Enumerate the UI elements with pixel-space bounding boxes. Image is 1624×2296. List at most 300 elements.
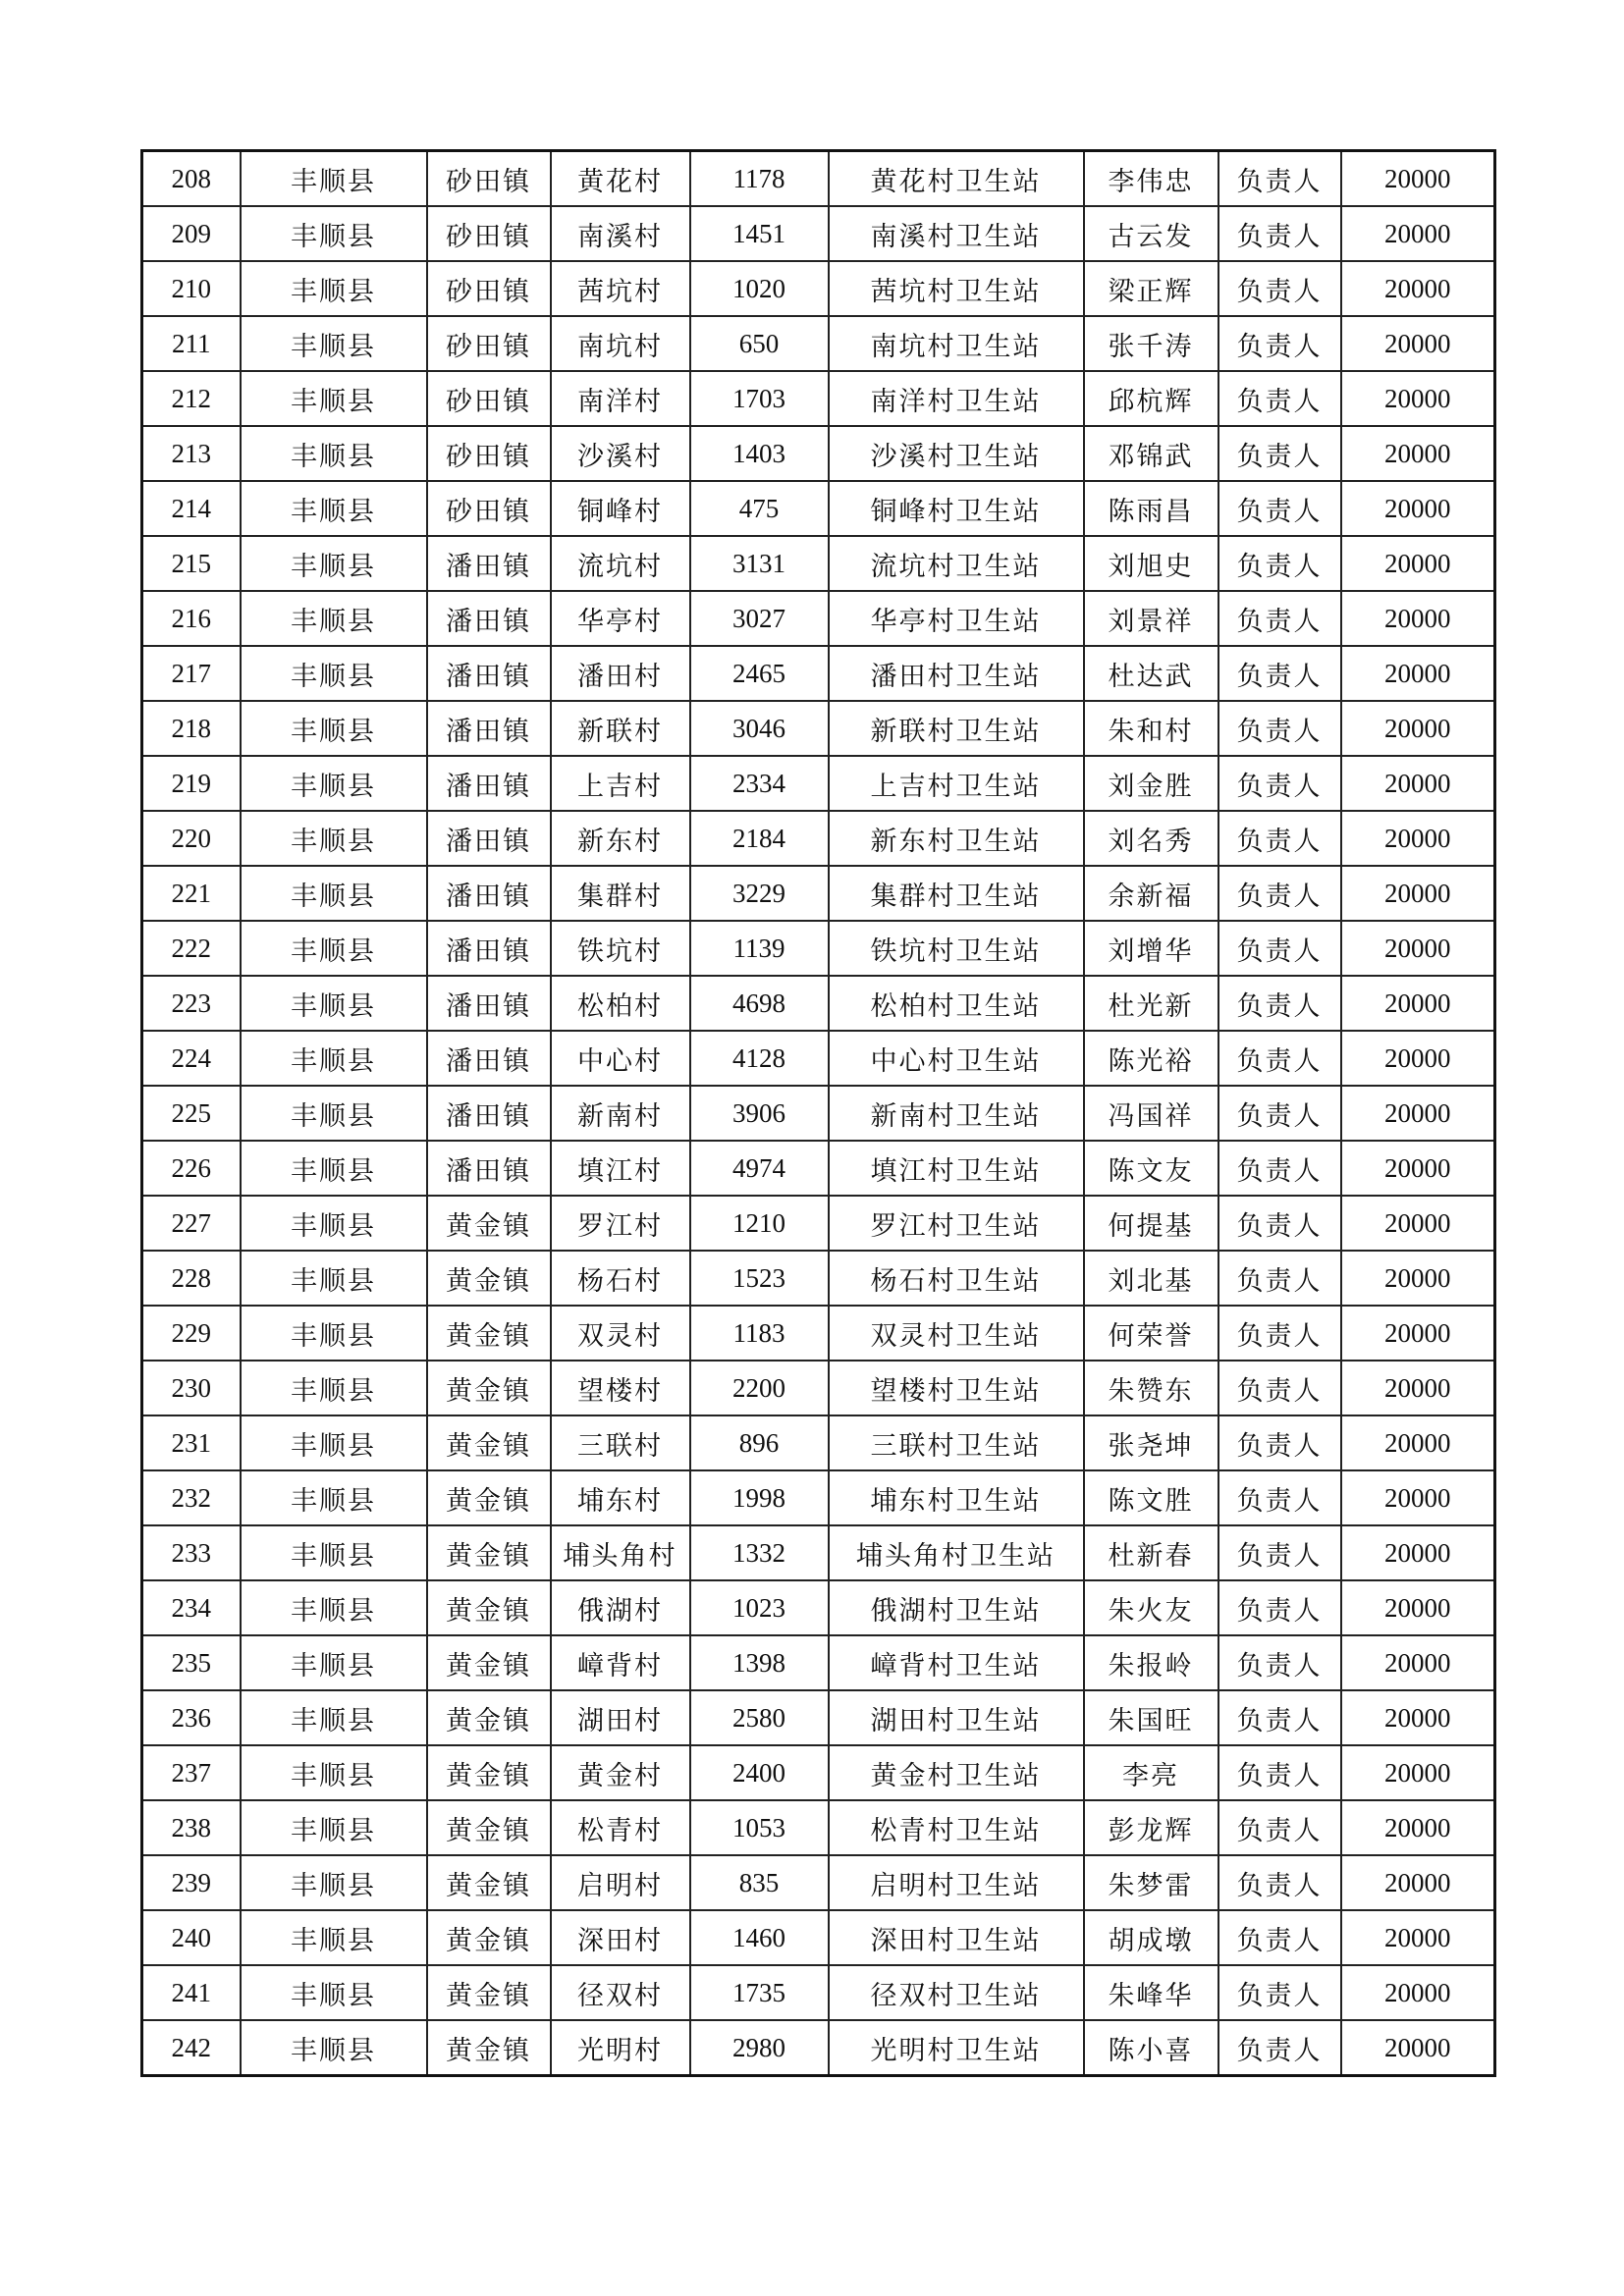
table-row (142, 701, 1495, 756)
amount-cell: 20000 (1341, 921, 1495, 976)
town-cell: 黄金镇 (427, 1306, 551, 1361)
role-cell: 负责人 (1218, 316, 1341, 371)
population-cell: 1332 (690, 1525, 829, 1580)
population-cell: 2980 (690, 2020, 829, 2076)
county-cell: 丰顺县 (241, 1800, 427, 1855)
village-cell: 铁坑村 (551, 921, 690, 976)
town-cell: 砂田镇 (427, 206, 551, 261)
amount-cell: 20000 (1341, 1635, 1495, 1690)
county-cell: 丰顺县 (241, 1525, 427, 1580)
clinic-name-cell: 黄花村卫生站 (829, 151, 1084, 207)
person-name-cell: 朱和村 (1084, 701, 1218, 756)
amount-cell: 20000 (1341, 591, 1495, 646)
county-cell: 丰顺县 (241, 1196, 427, 1251)
town-cell: 黄金镇 (427, 1635, 551, 1690)
town-cell: 黄金镇 (427, 1196, 551, 1251)
person-name-cell: 陈光裕 (1084, 1031, 1218, 1086)
population-cell: 3906 (690, 1086, 829, 1141)
county-cell: 丰顺县 (241, 481, 427, 536)
row-number-cell: 241 (142, 1965, 241, 2020)
amount-cell: 20000 (1341, 151, 1495, 207)
role-cell: 负责人 (1218, 2020, 1341, 2076)
population-cell: 650 (690, 316, 829, 371)
population-cell: 896 (690, 1415, 829, 1470)
amount-cell: 20000 (1341, 371, 1495, 426)
amount-cell: 20000 (1341, 206, 1495, 261)
table-row (142, 1910, 1495, 1965)
person-name-cell: 张千涛 (1084, 316, 1218, 371)
amount-cell: 20000 (1341, 646, 1495, 701)
table-row (142, 426, 1495, 481)
county-cell: 丰顺县 (241, 1470, 427, 1525)
person-name-cell: 杜新春 (1084, 1525, 1218, 1580)
clinic-name-cell: 光明村卫生站 (829, 2020, 1084, 2076)
town-cell: 黄金镇 (427, 1251, 551, 1306)
population-cell: 2184 (690, 811, 829, 866)
population-cell: 1183 (690, 1306, 829, 1361)
town-cell: 砂田镇 (427, 426, 551, 481)
row-number-cell: 222 (142, 921, 241, 976)
person-name-cell: 杜达武 (1084, 646, 1218, 701)
amount-cell: 20000 (1341, 1470, 1495, 1525)
clinic-name-cell: 埔头角村卫生站 (829, 1525, 1084, 1580)
clinic-name-cell: 华亭村卫生站 (829, 591, 1084, 646)
person-name-cell: 朱赞东 (1084, 1361, 1218, 1415)
person-name-cell: 古云发 (1084, 206, 1218, 261)
person-name-cell: 张尧坤 (1084, 1415, 1218, 1470)
table-row (142, 1580, 1495, 1635)
clinic-name-cell: 俄湖村卫生站 (829, 1580, 1084, 1635)
population-cell: 1523 (690, 1251, 829, 1306)
clinic-name-cell: 新联村卫生站 (829, 701, 1084, 756)
row-number-cell: 221 (142, 866, 241, 921)
population-cell: 1460 (690, 1910, 829, 1965)
town-cell: 砂田镇 (427, 371, 551, 426)
village-cell: 铜峰村 (551, 481, 690, 536)
town-cell: 黄金镇 (427, 1470, 551, 1525)
amount-cell: 20000 (1341, 1690, 1495, 1745)
town-cell: 砂田镇 (427, 481, 551, 536)
village-cell: 沙溪村 (551, 426, 690, 481)
village-cell: 流坑村 (551, 536, 690, 591)
population-cell: 1451 (690, 206, 829, 261)
town-cell: 黄金镇 (427, 1580, 551, 1635)
role-cell: 负责人 (1218, 1745, 1341, 1800)
row-number-cell: 223 (142, 976, 241, 1031)
county-cell: 丰顺县 (241, 1635, 427, 1690)
county-cell: 丰顺县 (241, 1910, 427, 1965)
clinic-name-cell: 上吉村卫生站 (829, 756, 1084, 811)
table-row (142, 1361, 1495, 1415)
amount-cell: 20000 (1341, 316, 1495, 371)
role-cell: 负责人 (1218, 426, 1341, 481)
town-cell: 潘田镇 (427, 591, 551, 646)
table-row (142, 2020, 1495, 2076)
role-cell: 负责人 (1218, 1800, 1341, 1855)
person-name-cell: 余新福 (1084, 866, 1218, 921)
town-cell: 潘田镇 (427, 646, 551, 701)
village-cell: 松柏村 (551, 976, 690, 1031)
row-number-cell: 225 (142, 1086, 241, 1141)
person-name-cell: 冯国祥 (1084, 1086, 1218, 1141)
village-cell: 茜坑村 (551, 261, 690, 316)
row-number-cell: 227 (142, 1196, 241, 1251)
role-cell: 负责人 (1218, 1525, 1341, 1580)
row-number-cell: 234 (142, 1580, 241, 1635)
amount-cell: 20000 (1341, 1855, 1495, 1910)
county-cell: 丰顺县 (241, 426, 427, 481)
row-number-cell: 232 (142, 1470, 241, 1525)
population-cell: 1178 (690, 151, 829, 207)
clinic-name-cell: 径双村卫生站 (829, 1965, 1084, 2020)
clinic-name-cell: 埔东村卫生站 (829, 1470, 1084, 1525)
county-cell: 丰顺县 (241, 1086, 427, 1141)
person-name-cell: 朱峰华 (1084, 1965, 1218, 2020)
role-cell: 负责人 (1218, 591, 1341, 646)
row-number-cell: 228 (142, 1251, 241, 1306)
role-cell: 负责人 (1218, 1910, 1341, 1965)
table-row (142, 316, 1495, 371)
row-number-cell: 229 (142, 1306, 241, 1361)
person-name-cell: 刘名秀 (1084, 811, 1218, 866)
village-cell: 深田村 (551, 1910, 690, 1965)
table-row (142, 646, 1495, 701)
village-cell: 新东村 (551, 811, 690, 866)
amount-cell: 20000 (1341, 536, 1495, 591)
town-cell: 黄金镇 (427, 1415, 551, 1470)
population-cell: 1210 (690, 1196, 829, 1251)
population-cell: 2200 (690, 1361, 829, 1415)
town-cell: 黄金镇 (427, 1910, 551, 1965)
table-row (142, 866, 1495, 921)
role-cell: 负责人 (1218, 1086, 1341, 1141)
village-cell: 南坑村 (551, 316, 690, 371)
clinic-name-cell: 沙溪村卫生站 (829, 426, 1084, 481)
table-row (142, 756, 1495, 811)
role-cell: 负责人 (1218, 756, 1341, 811)
population-cell: 2465 (690, 646, 829, 701)
row-number-cell: 239 (142, 1855, 241, 1910)
town-cell: 黄金镇 (427, 1855, 551, 1910)
population-cell: 2334 (690, 756, 829, 811)
person-name-cell: 刘北基 (1084, 1251, 1218, 1306)
amount-cell: 20000 (1341, 1306, 1495, 1361)
clinic-name-cell: 新东村卫生站 (829, 811, 1084, 866)
amount-cell: 20000 (1341, 426, 1495, 481)
amount-cell: 20000 (1341, 2020, 1495, 2076)
village-cell: 松青村 (551, 1800, 690, 1855)
row-number-cell: 217 (142, 646, 241, 701)
role-cell: 负责人 (1218, 1415, 1341, 1470)
population-cell: 475 (690, 481, 829, 536)
person-name-cell: 朱报岭 (1084, 1635, 1218, 1690)
person-name-cell: 刘金胜 (1084, 756, 1218, 811)
person-name-cell: 胡成墩 (1084, 1910, 1218, 1965)
table-row (142, 1855, 1495, 1910)
amount-cell: 20000 (1341, 1580, 1495, 1635)
county-cell: 丰顺县 (241, 1855, 427, 1910)
person-name-cell: 刘增华 (1084, 921, 1218, 976)
clinic-name-cell: 罗江村卫生站 (829, 1196, 1084, 1251)
role-cell: 负责人 (1218, 481, 1341, 536)
village-cell: 黄花村 (551, 151, 690, 207)
clinic-name-cell: 启明村卫生站 (829, 1855, 1084, 1910)
row-number-cell: 236 (142, 1690, 241, 1745)
person-name-cell: 杜光新 (1084, 976, 1218, 1031)
amount-cell: 20000 (1341, 1415, 1495, 1470)
person-name-cell: 彭龙辉 (1084, 1800, 1218, 1855)
town-cell: 黄金镇 (427, 1800, 551, 1855)
county-cell: 丰顺县 (241, 1580, 427, 1635)
document-page (140, 149, 1496, 2077)
clinic-name-cell: 南坑村卫生站 (829, 316, 1084, 371)
table-row (142, 1635, 1495, 1690)
amount-cell: 20000 (1341, 976, 1495, 1031)
table-row (142, 1745, 1495, 1800)
village-cell: 俄湖村 (551, 1580, 690, 1635)
table-row (142, 261, 1495, 316)
table-row (142, 1031, 1495, 1086)
population-cell: 4128 (690, 1031, 829, 1086)
row-number-cell: 219 (142, 756, 241, 811)
village-cell: 集群村 (551, 866, 690, 921)
row-number-cell: 240 (142, 1910, 241, 1965)
row-number-cell: 242 (142, 2020, 241, 2076)
amount-cell: 20000 (1341, 1800, 1495, 1855)
person-name-cell: 朱梦雷 (1084, 1855, 1218, 1910)
role-cell: 负责人 (1218, 1196, 1341, 1251)
role-cell: 负责人 (1218, 1965, 1341, 2020)
table-row (142, 206, 1495, 261)
role-cell: 负责人 (1218, 1361, 1341, 1415)
clinic-name-cell: 南溪村卫生站 (829, 206, 1084, 261)
role-cell: 负责人 (1218, 1690, 1341, 1745)
table-row (142, 371, 1495, 426)
county-cell: 丰顺县 (241, 756, 427, 811)
town-cell: 黄金镇 (427, 1525, 551, 1580)
town-cell: 潘田镇 (427, 866, 551, 921)
role-cell: 负责人 (1218, 646, 1341, 701)
town-cell: 黄金镇 (427, 1965, 551, 2020)
role-cell: 负责人 (1218, 866, 1341, 921)
population-cell: 3229 (690, 866, 829, 921)
amount-cell: 20000 (1341, 1141, 1495, 1196)
table-row (142, 811, 1495, 866)
town-cell: 潘田镇 (427, 536, 551, 591)
population-cell: 1053 (690, 1800, 829, 1855)
table-row (142, 1141, 1495, 1196)
person-name-cell: 李伟忠 (1084, 151, 1218, 207)
county-cell: 丰顺县 (241, 151, 427, 207)
clinic-name-cell: 三联村卫生站 (829, 1415, 1084, 1470)
amount-cell: 20000 (1341, 1031, 1495, 1086)
table-row (142, 536, 1495, 591)
population-cell: 1023 (690, 1580, 829, 1635)
clinic-name-cell: 南洋村卫生站 (829, 371, 1084, 426)
clinic-name-cell: 茜坑村卫生站 (829, 261, 1084, 316)
table-row (142, 1086, 1495, 1141)
amount-cell: 20000 (1341, 866, 1495, 921)
village-cell: 望楼村 (551, 1361, 690, 1415)
county-cell: 丰顺县 (241, 1141, 427, 1196)
clinic-table (140, 149, 1496, 2077)
population-cell: 1403 (690, 426, 829, 481)
row-number-cell: 211 (142, 316, 241, 371)
role-cell: 负责人 (1218, 1580, 1341, 1635)
amount-cell: 20000 (1341, 1910, 1495, 1965)
row-number-cell: 230 (142, 1361, 241, 1415)
row-number-cell: 237 (142, 1745, 241, 1800)
town-cell: 砂田镇 (427, 316, 551, 371)
row-number-cell: 224 (142, 1031, 241, 1086)
county-cell: 丰顺县 (241, 206, 427, 261)
clinic-name-cell: 双灵村卫生站 (829, 1306, 1084, 1361)
table-row (142, 151, 1495, 207)
population-cell: 1020 (690, 261, 829, 316)
clinic-name-cell: 松青村卫生站 (829, 1800, 1084, 1855)
county-cell: 丰顺县 (241, 371, 427, 426)
county-cell: 丰顺县 (241, 1965, 427, 2020)
population-cell: 1998 (690, 1470, 829, 1525)
village-cell: 光明村 (551, 2020, 690, 2076)
village-cell: 杨石村 (551, 1251, 690, 1306)
town-cell: 潘田镇 (427, 976, 551, 1031)
town-cell: 潘田镇 (427, 701, 551, 756)
clinic-name-cell: 黄金村卫生站 (829, 1745, 1084, 1800)
county-cell: 丰顺县 (241, 2020, 427, 2076)
person-name-cell: 李亮 (1084, 1745, 1218, 1800)
amount-cell: 20000 (1341, 1086, 1495, 1141)
clinic-name-cell: 中心村卫生站 (829, 1031, 1084, 1086)
table-row (142, 1306, 1495, 1361)
row-number-cell: 209 (142, 206, 241, 261)
county-cell: 丰顺县 (241, 591, 427, 646)
amount-cell: 20000 (1341, 756, 1495, 811)
population-cell: 1139 (690, 921, 829, 976)
town-cell: 黄金镇 (427, 1690, 551, 1745)
population-cell: 1398 (690, 1635, 829, 1690)
table-row (142, 1525, 1495, 1580)
table-row (142, 591, 1495, 646)
table-row (142, 1251, 1495, 1306)
county-cell: 丰顺县 (241, 1415, 427, 1470)
role-cell: 负责人 (1218, 151, 1341, 207)
role-cell: 负责人 (1218, 1855, 1341, 1910)
town-cell: 潘田镇 (427, 1031, 551, 1086)
clinic-name-cell: 湖田村卫生站 (829, 1690, 1084, 1745)
village-cell: 埔东村 (551, 1470, 690, 1525)
role-cell: 负责人 (1218, 536, 1341, 591)
village-cell: 启明村 (551, 1855, 690, 1910)
role-cell: 负责人 (1218, 1306, 1341, 1361)
person-name-cell: 何荣誉 (1084, 1306, 1218, 1361)
table-row (142, 1690, 1495, 1745)
role-cell: 负责人 (1218, 1251, 1341, 1306)
amount-cell: 20000 (1341, 1251, 1495, 1306)
county-cell: 丰顺县 (241, 1745, 427, 1800)
clinic-name-cell: 填江村卫生站 (829, 1141, 1084, 1196)
population-cell: 3131 (690, 536, 829, 591)
county-cell: 丰顺县 (241, 811, 427, 866)
county-cell: 丰顺县 (241, 261, 427, 316)
amount-cell: 20000 (1341, 811, 1495, 866)
clinic-name-cell: 铜峰村卫生站 (829, 481, 1084, 536)
row-number-cell: 210 (142, 261, 241, 316)
village-cell: 湖田村 (551, 1690, 690, 1745)
village-cell: 黄金村 (551, 1745, 690, 1800)
village-cell: 新联村 (551, 701, 690, 756)
county-cell: 丰顺县 (241, 1306, 427, 1361)
population-cell: 1735 (690, 1965, 829, 2020)
person-name-cell: 邓锦武 (1084, 426, 1218, 481)
county-cell: 丰顺县 (241, 1361, 427, 1415)
row-number-cell: 235 (142, 1635, 241, 1690)
person-name-cell: 朱国旺 (1084, 1690, 1218, 1745)
town-cell: 潘田镇 (427, 1086, 551, 1141)
village-cell: 罗江村 (551, 1196, 690, 1251)
table-row (142, 1800, 1495, 1855)
person-name-cell: 何提基 (1084, 1196, 1218, 1251)
village-cell: 华亭村 (551, 591, 690, 646)
row-number-cell: 208 (142, 151, 241, 207)
town-cell: 砂田镇 (427, 151, 551, 207)
town-cell: 潘田镇 (427, 921, 551, 976)
clinic-name-cell: 新南村卫生站 (829, 1086, 1084, 1141)
town-cell: 黄金镇 (427, 2020, 551, 2076)
table-row (142, 481, 1495, 536)
person-name-cell: 朱火友 (1084, 1580, 1218, 1635)
amount-cell: 20000 (1341, 701, 1495, 756)
population-cell: 4974 (690, 1141, 829, 1196)
clinic-name-cell: 深田村卫生站 (829, 1910, 1084, 1965)
population-cell: 835 (690, 1855, 829, 1910)
county-cell: 丰顺县 (241, 536, 427, 591)
village-cell: 中心村 (551, 1031, 690, 1086)
role-cell: 负责人 (1218, 1470, 1341, 1525)
row-number-cell: 220 (142, 811, 241, 866)
row-number-cell: 233 (142, 1525, 241, 1580)
amount-cell: 20000 (1341, 1525, 1495, 1580)
table-row (142, 921, 1495, 976)
row-number-cell: 212 (142, 371, 241, 426)
population-cell: 3027 (690, 591, 829, 646)
role-cell: 负责人 (1218, 811, 1341, 866)
role-cell: 负责人 (1218, 371, 1341, 426)
role-cell: 负责人 (1218, 1031, 1341, 1086)
clinic-name-cell: 杨石村卫生站 (829, 1251, 1084, 1306)
table-row (142, 1196, 1495, 1251)
amount-cell: 20000 (1341, 481, 1495, 536)
row-number-cell: 238 (142, 1800, 241, 1855)
table-body (142, 151, 1495, 2076)
county-cell: 丰顺县 (241, 701, 427, 756)
person-name-cell: 刘景祥 (1084, 591, 1218, 646)
row-number-cell: 216 (142, 591, 241, 646)
population-cell: 4698 (690, 976, 829, 1031)
table-row (142, 976, 1495, 1031)
village-cell: 三联村 (551, 1415, 690, 1470)
clinic-name-cell: 松柏村卫生站 (829, 976, 1084, 1031)
clinic-name-cell: 望楼村卫生站 (829, 1361, 1084, 1415)
table-row (142, 1415, 1495, 1470)
row-number-cell: 218 (142, 701, 241, 756)
village-cell: 双灵村 (551, 1306, 690, 1361)
table-row (142, 1470, 1495, 1525)
village-cell: 新南村 (551, 1086, 690, 1141)
person-name-cell: 陈文胜 (1084, 1470, 1218, 1525)
population-cell: 1703 (690, 371, 829, 426)
village-cell: 南洋村 (551, 371, 690, 426)
